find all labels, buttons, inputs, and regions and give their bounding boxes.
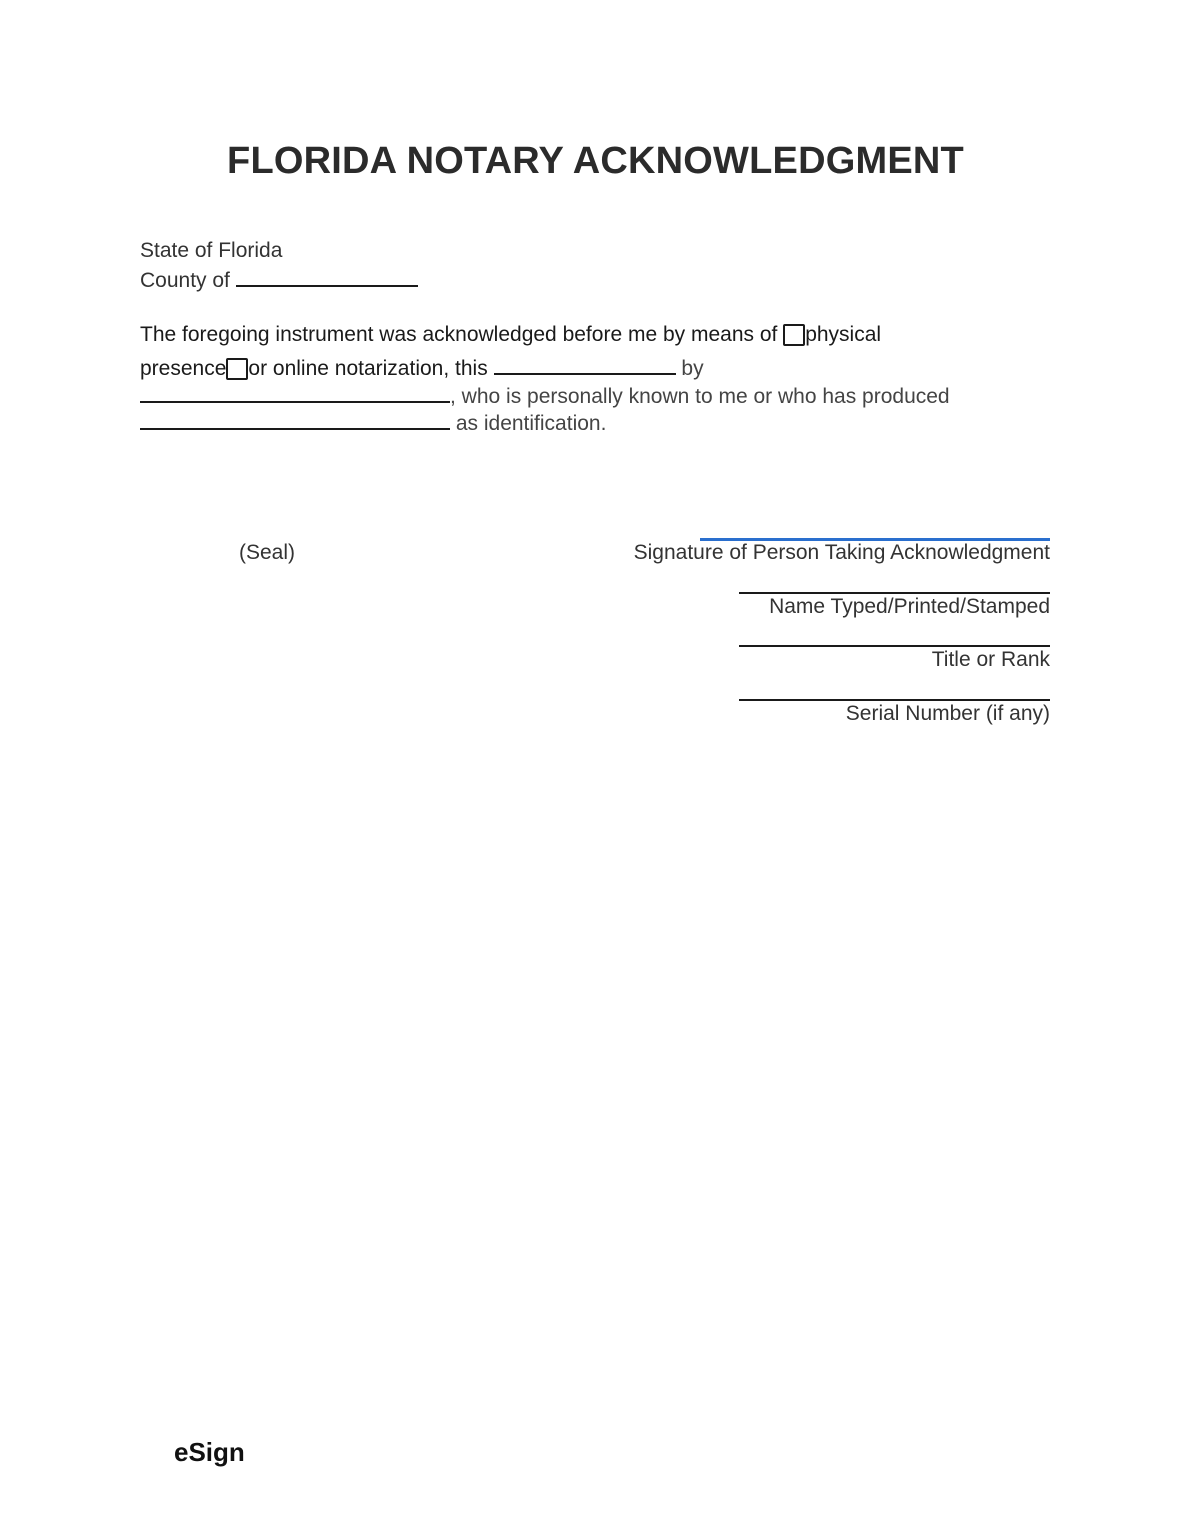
paragraph-line-3	[140, 381, 950, 410]
county-label: County of	[140, 269, 230, 292]
title-rank-label: Title or Rank	[931, 648, 1050, 671]
serial-number-field[interactable]	[739, 699, 1050, 701]
date-field[interactable]	[494, 353, 676, 375]
physical-presence-checkbox[interactable]	[783, 324, 805, 346]
serial-number-label: Serial Number (if any)	[845, 702, 1050, 725]
identification-text: as identification.	[455, 412, 607, 435]
title-rank-field[interactable]	[739, 645, 1050, 647]
physical-label: physical	[805, 323, 882, 346]
state-line	[140, 238, 282, 264]
signature-label: Signature of Person Taking Acknowledgment	[633, 541, 1050, 564]
personally-known-text: , who is personally known to me or who has produced	[450, 385, 950, 408]
online-notarization-checkbox[interactable]	[226, 358, 248, 380]
by-text: by	[681, 357, 704, 380]
paragraph-line-1	[140, 322, 881, 348]
identification-field[interactable]	[140, 408, 450, 430]
paragraph-text-1: The foregoing instrument was acknowledged before me by means of	[140, 323, 778, 346]
county-field[interactable]	[236, 265, 418, 287]
document-title: FLORIDA NOTARY ACKNOWLEDGMENT	[227, 140, 964, 182]
online-notarization-text: or online notarization, this	[248, 357, 488, 380]
paragraph-line-2	[140, 353, 704, 382]
state-text: State of Florida	[140, 239, 283, 262]
county-line	[140, 265, 418, 294]
name-printed-label: Name Typed/Printed/Stamped	[769, 595, 1050, 618]
name-printed-field[interactable]	[739, 592, 1050, 594]
signer-name-field[interactable]	[140, 381, 450, 403]
presence-label: presence	[140, 357, 227, 380]
paragraph-line-4	[140, 408, 606, 437]
seal-placeholder: (Seal)	[239, 541, 296, 564]
esign-logo: eSign	[174, 1437, 245, 1467]
